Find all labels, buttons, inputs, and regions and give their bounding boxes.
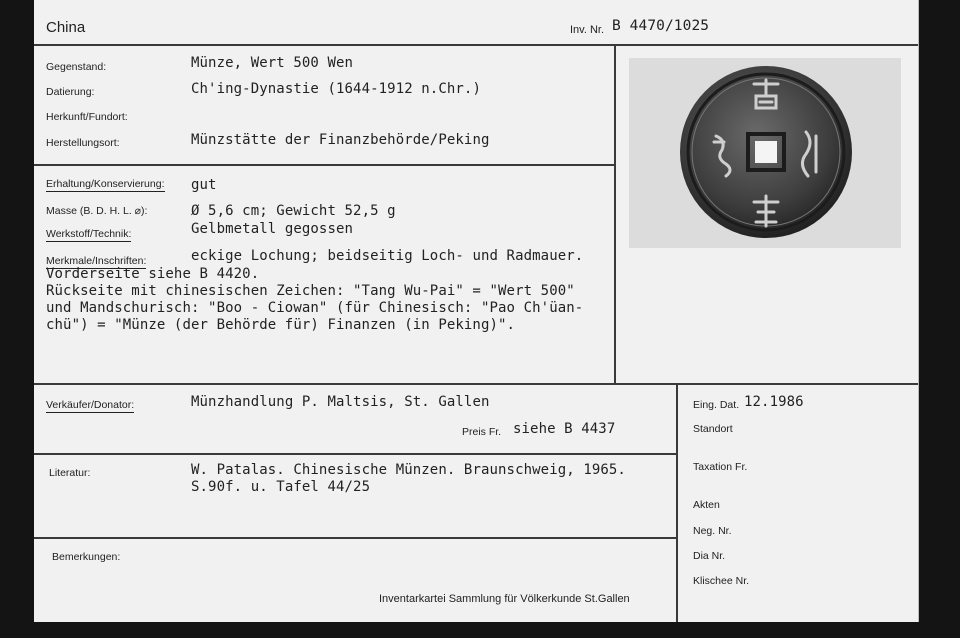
inv-nr-value: B 4470/1025 — [612, 18, 710, 34]
eing-dat-label: Eing. Dat. — [693, 399, 740, 411]
herstellungsort-value: Münzstätte der Finanzbehörde/Peking — [191, 132, 490, 148]
coin-icon — [676, 62, 856, 242]
merkmale-line-4: und Mandschurisch: "Boo - Ciowan" (für Chinesisch: "Pao Ch'üan- — [46, 300, 584, 316]
masse-label: Masse (B. D. H. L. ⌀): — [46, 205, 148, 217]
divider-vertical-photo — [614, 44, 616, 384]
merkmale-line-2: Vorderseite siehe B 4420. — [46, 266, 260, 282]
erhaltung-label: Erhaltung/Konservierung: — [46, 178, 165, 190]
divider-literatur — [34, 537, 678, 539]
preis-label: Preis Fr. — [462, 426, 502, 438]
herstellungsort-label: Herstellungsort: — [46, 137, 120, 149]
country-title: China — [46, 19, 86, 36]
gegenstand-value: Münze, Wert 500 Wen — [191, 55, 354, 71]
divider-middle — [34, 383, 918, 385]
footer-text: Inventarkartei Sammlung für Völkerkunde St.Gallen — [379, 593, 630, 605]
divider-verkaeufer — [34, 453, 678, 455]
werkstoff-value: Gelbmetall gegossen — [191, 221, 354, 237]
herkunft-label: Herkunft/Fundort: — [46, 111, 128, 123]
merkmale-line-3: Rückseite mit chinesischen Zeichen: "Tang Wu-Pai" = "Wert 500" — [46, 283, 575, 299]
literatur-label: Literatur: — [49, 467, 91, 479]
verkaeufer-value: Münzhandlung P. Maltsis, St. Gallen — [191, 394, 490, 410]
werkstoff-label: Werkstoff/Technik: — [46, 228, 132, 240]
datierung-label: Datierung: — [46, 86, 95, 98]
neg-nr-label: Neg. Nr. — [693, 525, 732, 537]
datierung-value: Ch'ing-Dynastie (1644-1912 n.Chr.) — [191, 81, 481, 97]
akten-label: Akten — [693, 499, 720, 511]
taxation-label: Taxation Fr. — [693, 461, 748, 473]
klischee-nr-label: Klischee Nr. — [693, 575, 750, 587]
masse-value: Ø 5,6 cm; Gewicht 52,5 g — [191, 203, 396, 219]
literatur-line-2: S.90f. u. Tafel 44/25 — [191, 479, 371, 495]
merkmale-label: Merkmale/Inschriften: — [46, 255, 147, 267]
inventory-card — [34, 0, 919, 622]
gegenstand-label: Gegenstand: — [46, 61, 107, 73]
divider-header — [34, 44, 918, 46]
bemerkungen-label: Bemerkungen: — [52, 551, 121, 563]
merkmale-line-1: eckige Lochung; beidseitig Loch- und Radmauer. — [191, 248, 584, 264]
dia-nr-label: Dia Nr. — [693, 550, 726, 562]
eing-dat-value: 12.1986 — [744, 394, 804, 410]
divider-top — [34, 164, 616, 166]
merkmale-text — [46, 266, 583, 334]
literatur-line-1: W. Patalas. Chinesische Münzen. Braunschweig, 1965. — [191, 462, 626, 478]
divider-vertical-right — [676, 383, 678, 622]
preis-value: siehe B 4437 — [513, 421, 616, 437]
coin-photo — [629, 58, 901, 248]
erhaltung-value: gut — [191, 177, 217, 193]
verkaeufer-label: Verkäufer/Donator: — [46, 399, 135, 411]
merkmale-line-5: chü") = "Münze (der Behörde für) Finanzen (in Peking)". — [46, 317, 516, 333]
literatur-text — [191, 462, 626, 496]
inv-nr-label: Inv. Nr. — [570, 24, 605, 36]
standort-label: Standort — [693, 423, 733, 435]
